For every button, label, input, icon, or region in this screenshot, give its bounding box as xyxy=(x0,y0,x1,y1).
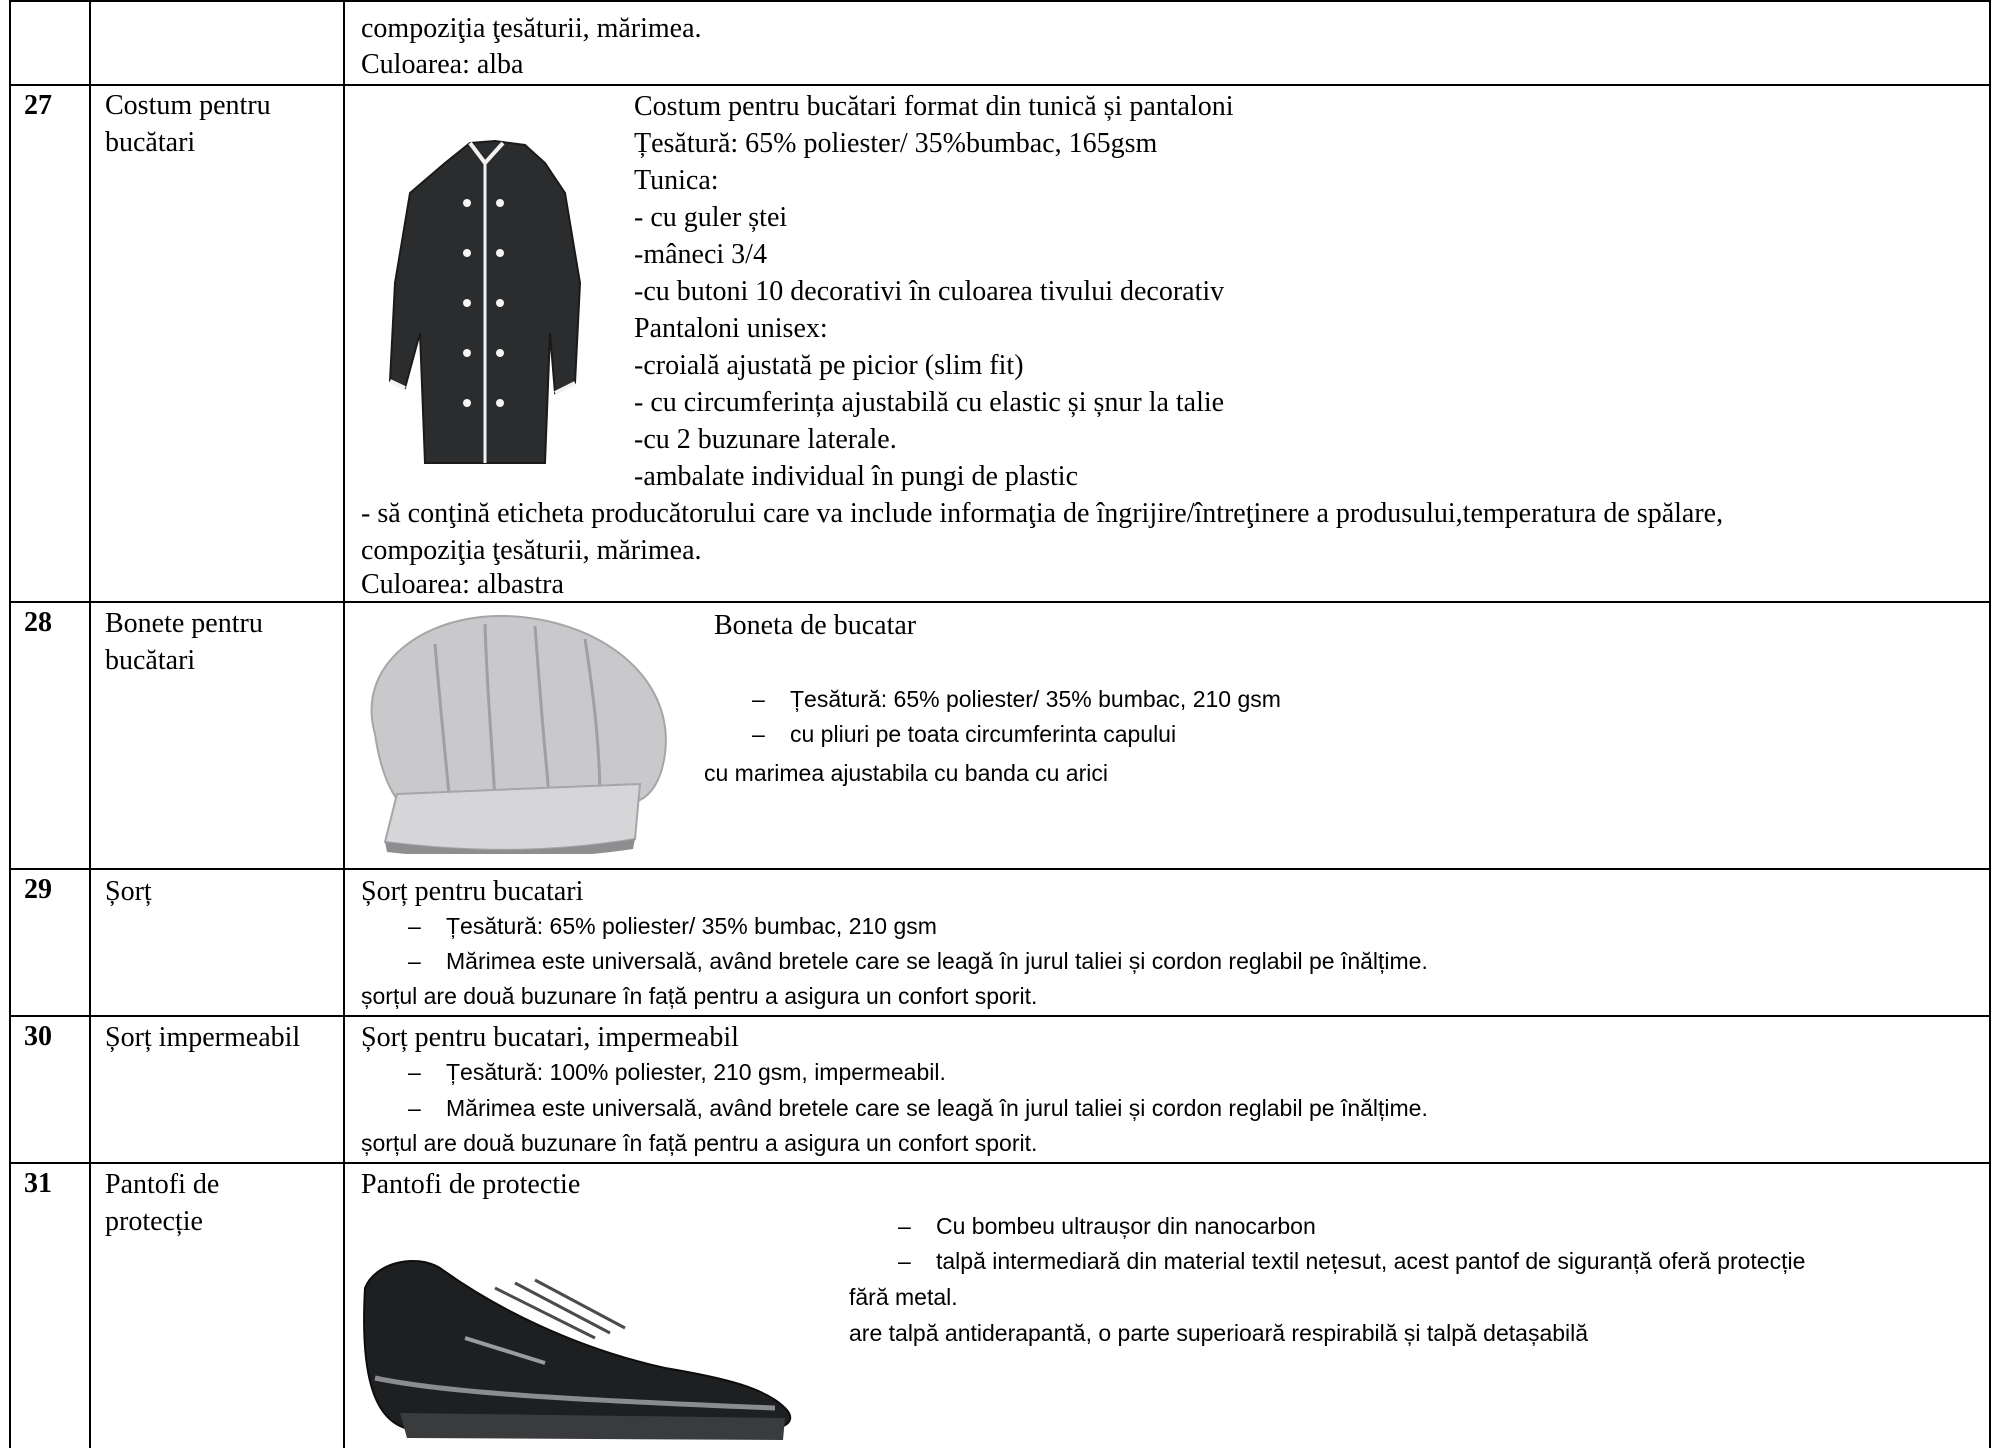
row-divider-30 xyxy=(9,1015,1991,1017)
spec-27-line-7: Pantaloni unisex: xyxy=(634,313,828,344)
spec-31-bullet-1-text: Cu bombeu ultraușor din nanocarbon xyxy=(936,1213,1316,1239)
row-divider-29 xyxy=(9,868,1991,870)
spec-27-line-10: -cu 2 buzunare laterale. xyxy=(634,424,897,455)
spec-29-bullet-1-text: Țesătură: 65% poliester/ 35% bumbac, 210 gsm xyxy=(446,913,937,939)
chef-jacket-image xyxy=(385,133,585,493)
row-divider-28 xyxy=(9,601,1991,603)
item-name-28-line2: bucătari xyxy=(105,645,196,676)
spec-27-line-8: -croială ajustată pe picior (slim fit) xyxy=(634,350,1024,381)
spec-27-footer-2: compoziţia ţesăturii, mărimea. xyxy=(361,535,702,566)
spec-28-bullet-1-text: Țesătură: 65% poliester/ 35% bumbac, 210 gsm xyxy=(790,686,1281,712)
row-number-28: 28 xyxy=(24,607,52,638)
item-name-31-line2: protecție xyxy=(105,1206,203,1237)
spec-27-footer-1: - să conţină eticheta producătorului care va include informaţia de îngrijire/întreţinere a produsului,temperatura de spălare, xyxy=(361,498,1724,529)
dash-marker: – xyxy=(752,721,765,747)
chef-hat-image xyxy=(345,604,675,854)
spec-30-bullet-2-text: Mărimea este universală, având bretele care se leagă în jurul taliei și cordon reglabil pe înălțime. xyxy=(446,1095,1428,1121)
row-divider-top xyxy=(9,0,1991,2)
spec-27-line-5: -mâneci 3/4 xyxy=(634,239,767,270)
spec-30-title: Șorț pentru bucatari, impermeabil xyxy=(361,1022,739,1053)
spec-28-bullet-1 xyxy=(752,683,1281,715)
spec-31-extra: are talpă antiderapantă, o parte superioară respirabilă și talpă detașabilă xyxy=(849,1320,1589,1346)
row-number-27: 27 xyxy=(24,90,52,121)
table-border-right xyxy=(1989,0,1991,1448)
spec-28-title: Boneta de bucatar xyxy=(714,610,917,641)
safety-shoe-image xyxy=(345,1228,825,1448)
spec-31-bullet-2 xyxy=(898,1245,1805,1277)
dash-marker: – xyxy=(898,1213,911,1239)
item-name-29: Șorț xyxy=(105,876,152,907)
spec-31-bullet-2-cont: fără metal. xyxy=(849,1284,958,1310)
item-name-27-line2: bucătari xyxy=(105,127,196,158)
dash-marker: – xyxy=(408,913,421,939)
dash-marker: – xyxy=(752,686,765,712)
spec-29-bullet-2-text: Mărimea este universală, având bretele care se leagă în jurul taliei și cordon reglabil pe înălțime. xyxy=(446,948,1428,974)
spec-27-line-3: Tunica: xyxy=(634,165,719,196)
item-name-31-line1: Pantofi de xyxy=(105,1169,220,1200)
row-divider-27 xyxy=(9,84,1991,86)
spec-31-title: Pantofi de protectie xyxy=(361,1169,581,1200)
spec-30-bullet-1 xyxy=(408,1056,946,1088)
dash-marker: – xyxy=(408,1095,421,1121)
spec-29-title: Șorț pentru bucatari xyxy=(361,876,584,907)
spec-30-bullet-2 xyxy=(408,1092,1428,1124)
spec-27-line-2: Țesătură: 65% poliester/ 35%bumbac, 165gsm xyxy=(634,128,1158,159)
spec-27-footer-3: Culoarea: albastra xyxy=(361,569,564,600)
spec-27-line-9: - cu circumferința ajustabilă cu elastic și șnur la talie xyxy=(634,387,1225,418)
dash-marker: – xyxy=(408,1059,421,1085)
spec-27-line-6: -cu butoni 10 decorativi în culoarea tivului decorativ xyxy=(634,276,1225,307)
row-number-30: 30 xyxy=(24,1021,52,1052)
item-name-28-line1: Bonete pentru xyxy=(105,608,263,639)
item-name-27-line1: Costum pentru xyxy=(105,90,271,121)
spec-29-bullet-2 xyxy=(408,945,1428,977)
row-number-31: 31 xyxy=(24,1168,52,1199)
spec-30-bullet-1-text: Țesătură: 100% poliester, 210 gsm, impermeabil. xyxy=(446,1059,946,1085)
top-row-line-2: Culoarea: alba xyxy=(361,49,524,80)
table-border-left xyxy=(9,0,11,1448)
spec-30-extra: șorțul are două buzunare în față pentru a asigura un confort sporit. xyxy=(361,1130,1038,1156)
dash-marker: – xyxy=(898,1248,911,1274)
spec-31-bullet-2-text: talpă intermediară din material textil nețesut, acest pantof de siguranță oferă protecție xyxy=(936,1248,1806,1274)
spec-29-extra: șorțul are două buzunare în față pentru a asigura un confort sporit. xyxy=(361,983,1038,1009)
row-divider-31 xyxy=(9,1162,1991,1164)
spec-27-line-4: - cu guler ștei xyxy=(634,202,788,233)
item-name-30: Șorț impermeabil xyxy=(105,1022,301,1053)
column-divider-1 xyxy=(89,0,91,1448)
spec-27-line-1: Costum pentru bucătari format din tunică și pantaloni xyxy=(634,91,1234,122)
row-number-29: 29 xyxy=(24,874,52,905)
spec-28-bullet-2-text: cu pliuri pe toata circumferinta capului xyxy=(790,721,1177,747)
spec-31-bullet-1 xyxy=(898,1210,1316,1242)
spec-27-line-11: -ambalate individual în pungi de plastic xyxy=(634,461,1078,492)
spec-28-bullet-2 xyxy=(752,718,1176,750)
spec-29-bullet-1 xyxy=(408,910,937,942)
top-row-line-1: compoziţia ţesăturii, mărimea. xyxy=(361,13,702,44)
spec-28-extra: cu marimea ajustabila cu banda cu arici xyxy=(704,760,1108,786)
dash-marker: – xyxy=(408,948,421,974)
